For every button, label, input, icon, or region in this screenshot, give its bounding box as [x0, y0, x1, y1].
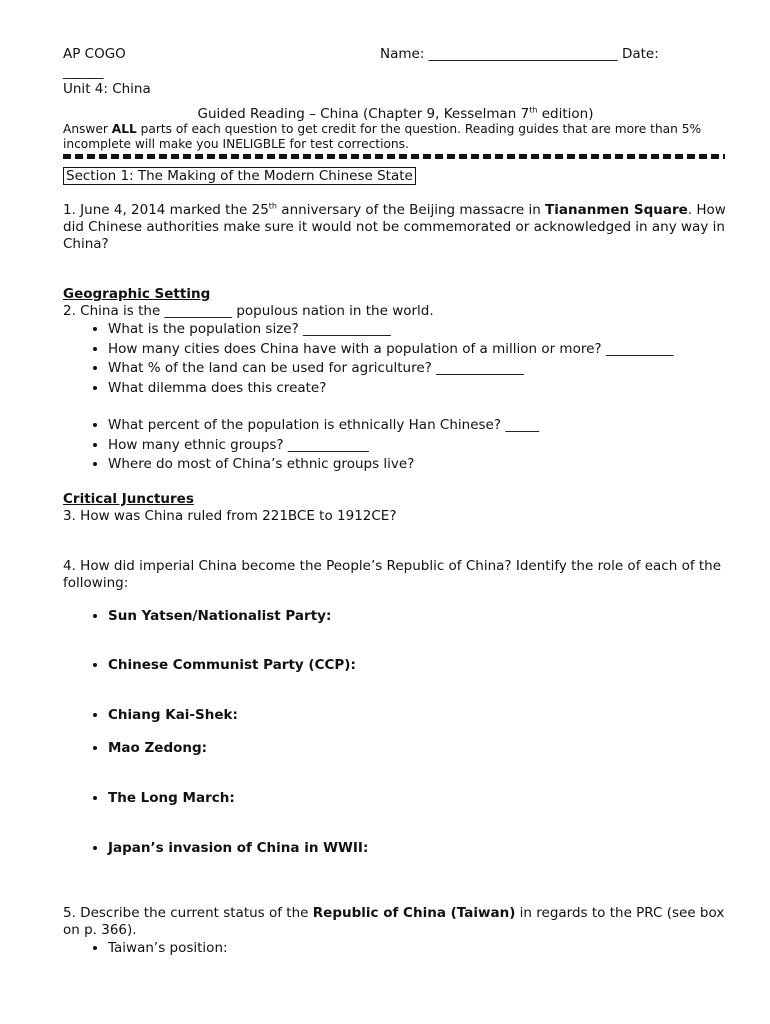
question-2-list-b [63, 416, 728, 475]
course-name: AP COGO [63, 46, 126, 62]
list-item: • Chiang Kai-Shek: [108, 706, 728, 726]
question-2: 2. China is the __________ populous nation in the world. [63, 303, 434, 319]
list-item: • What % of the land can be used for agriculture? _____________ [108, 359, 728, 379]
question-5-list [63, 939, 728, 959]
list-item: • What is the population size? _____________ [108, 320, 728, 340]
name-date-field: Name: ____________________________ Date: [380, 46, 659, 62]
list-item: • What percent of the population is ethnically Han Chinese? _____ [108, 416, 728, 436]
instructions: Answer ALL parts of each question to get credit for the question. Reading guides that are more than 5% incomplete will make you INELIGBLE for test corrections. [63, 122, 702, 151]
question-2-list-a [63, 320, 728, 398]
list-item: • Sun Yatsen/Nationalist Party: [108, 607, 728, 627]
document-page [63, 46, 728, 958]
geographic-setting-heading: Geographic Setting [63, 286, 211, 302]
section-heading: Section 1: The Making of the Modern Chinese State [63, 167, 416, 185]
list-item: • Taiwan’s position: [108, 939, 728, 959]
list-item: • Mao Zedong: [108, 739, 728, 759]
list-item: • What dilemma does this create? [108, 379, 728, 399]
question-3: 3. How was China ruled from 221BCE to 1912CE? [63, 507, 397, 524]
question-4: 4. How did imperial China become the People’s Republic of China? Identify the role of each of the following: [63, 557, 722, 591]
header-row [63, 46, 728, 64]
list-item: • Japan’s invasion of China in WWII: [108, 839, 728, 859]
critical-junctures-heading: Critical Junctures [63, 490, 194, 507]
date-blank: ______ [63, 64, 104, 80]
list-item: • How many cities does China have with a population of a million or more? __________ [108, 340, 728, 360]
question-5: 5. Describe the current status of the Republic of China (Taiwan) in regards to the PRC (see box on p. 366). [63, 904, 725, 938]
document-title: Guided Reading – China (Chapter 9, Kesselman 7th edition) [197, 105, 594, 122]
list-item: • The Long March: [108, 789, 728, 809]
list-item: • How many ethnic groups? ____________ [108, 436, 728, 456]
list-item: • Chinese Communist Party (CCP): [108, 656, 728, 676]
question-1: 1. June 4, 2014 marked the 25th anniversary of the Beijing massacre in Tiananmen Square. How did Chinese authorities make sure it would not be commemorated or acknowledged in any way in China? [63, 201, 726, 252]
question-4-roles [63, 607, 728, 859]
list-item: • Where do most of China’s ethnic groups live? [108, 455, 728, 475]
unit-label: Unit 4: China [63, 81, 151, 97]
